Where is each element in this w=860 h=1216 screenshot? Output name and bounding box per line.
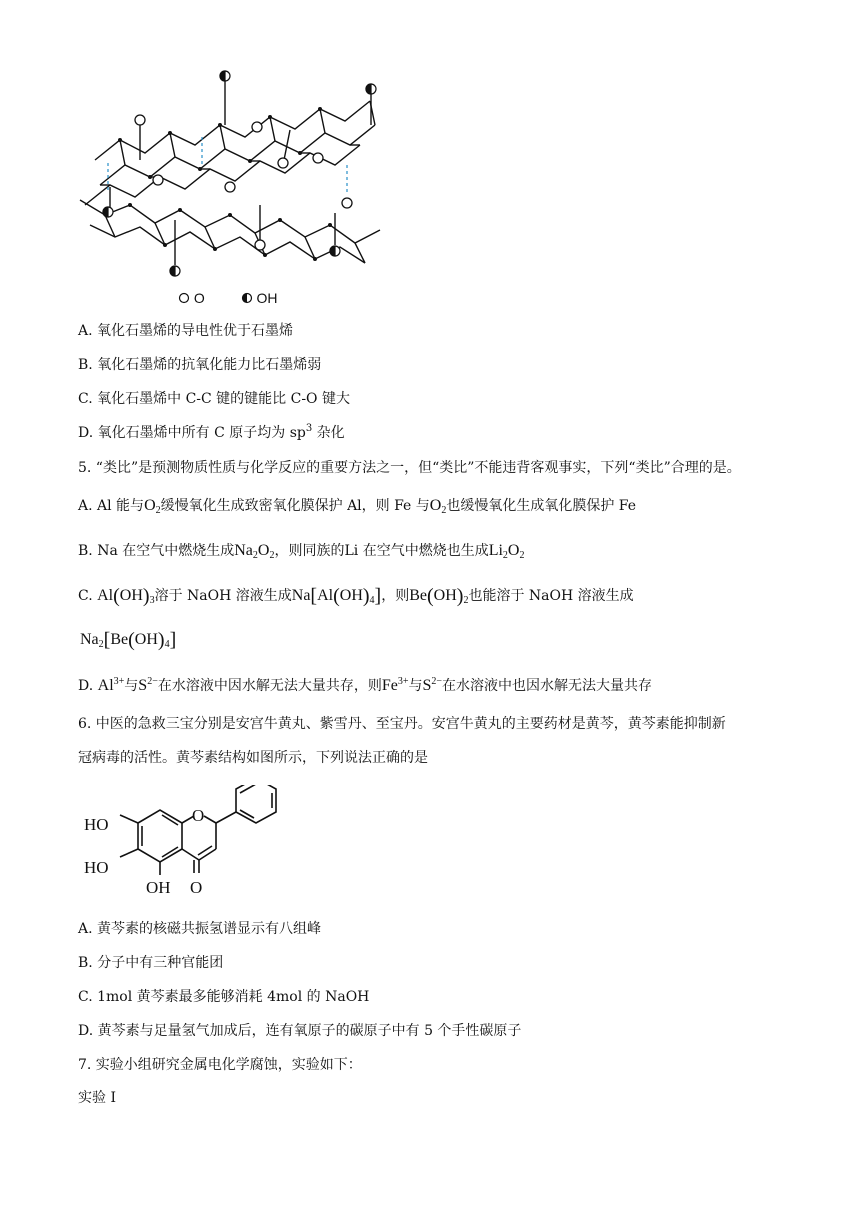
struct-o-keto: O	[190, 878, 203, 897]
oxygen-symbol-icon	[178, 292, 190, 304]
q5-option-c: C. $Al(OH)_3$溶于 NaOH 溶液生成$Na[Al(OH)_4]$，则$Be(OH)_2$也能溶于 NaOH 溶液生成	[78, 585, 634, 607]
q4-option-a: A. 氧化石墨烯的导电性优于石墨烯	[78, 323, 294, 339]
legend-o-label: O	[193, 290, 205, 306]
q6-option-d: D. 黄芩素与足量氢气加成后，连有氧原子的碳原子中有 5 个手性碳原子	[78, 1023, 522, 1039]
q4-option-b: B. 氧化石墨烯的抗氧化能力比石墨烯弱	[78, 357, 322, 373]
q6-stem-line2: 冠病毒的活性。黄芩素结构如图所示，下列说法正确的是	[78, 750, 428, 766]
q6-option-a: A. 黄芩素的核磁共振氢谱显示有八组峰	[78, 921, 322, 937]
struct-ho-1: HO	[84, 815, 109, 834]
q5-option-b: B. Na 在空气中燃烧生成$Na_2O_2$，则同族的Li 在空气中燃烧也生成$Li_2O_2$	[78, 542, 525, 561]
hydroxyl-symbol-icon	[241, 292, 253, 304]
legend-oh-label: OH	[256, 290, 278, 306]
struct-oh: OH	[146, 878, 171, 897]
struct-o-ring: O	[192, 806, 205, 825]
q5-stem: 5. “类比”是预测物质性质与化学反应的重要方法之一，但“类比”不能违背客观事实，下列“类比”合理的是。	[78, 460, 741, 476]
q4-option-c: C. 氧化石墨烯中 C-C 键的键能比 C-O 键大	[78, 391, 350, 407]
graphene-oxide-structure	[75, 65, 395, 285]
q6-option-b: B. 分子中有三种官能团	[78, 955, 224, 971]
q5-option-d: D. $Al^{3+}$与$S^{2-}$在水溶液中因水解无法大量共存，则$Fe^{3+}$与$S^{2-}$在水溶液中也因水解无法大量共存	[78, 676, 653, 694]
q7-stem: 7. 实验小组研究金属电化学腐蚀，实验如下：	[78, 1057, 362, 1073]
q5-option-a: A. Al 能与$O_2$缓慢氧化生成致密氧化膜保护 Al，则 Fe 与$O_2$也缓慢氧化生成氧化膜保护 Fe	[78, 497, 637, 516]
q6-stem-line1: 6. 中医的急救三宝分别是安宫牛黄丸、紫雪丹、至宝丹。安宫牛黄丸的主要药材是黄芩，黄芩素能抑制新	[78, 716, 726, 732]
structure-legend	[178, 290, 277, 306]
q6-option-c: C. 1mol 黄芩素最多能够消耗 4mol 的 NaOH	[78, 989, 370, 1005]
struct-ho-2: HO	[84, 858, 109, 877]
q7-experiment-label: 实验 I	[78, 1090, 116, 1106]
q4-option-d: D. 氧化石墨烯中所有 C 原子均为 $sp^3$ 杂化	[78, 423, 345, 441]
baicalein-structure	[80, 785, 300, 910]
q5-option-c-continued: $Na_2[Be(OH)_4]$	[80, 629, 177, 651]
